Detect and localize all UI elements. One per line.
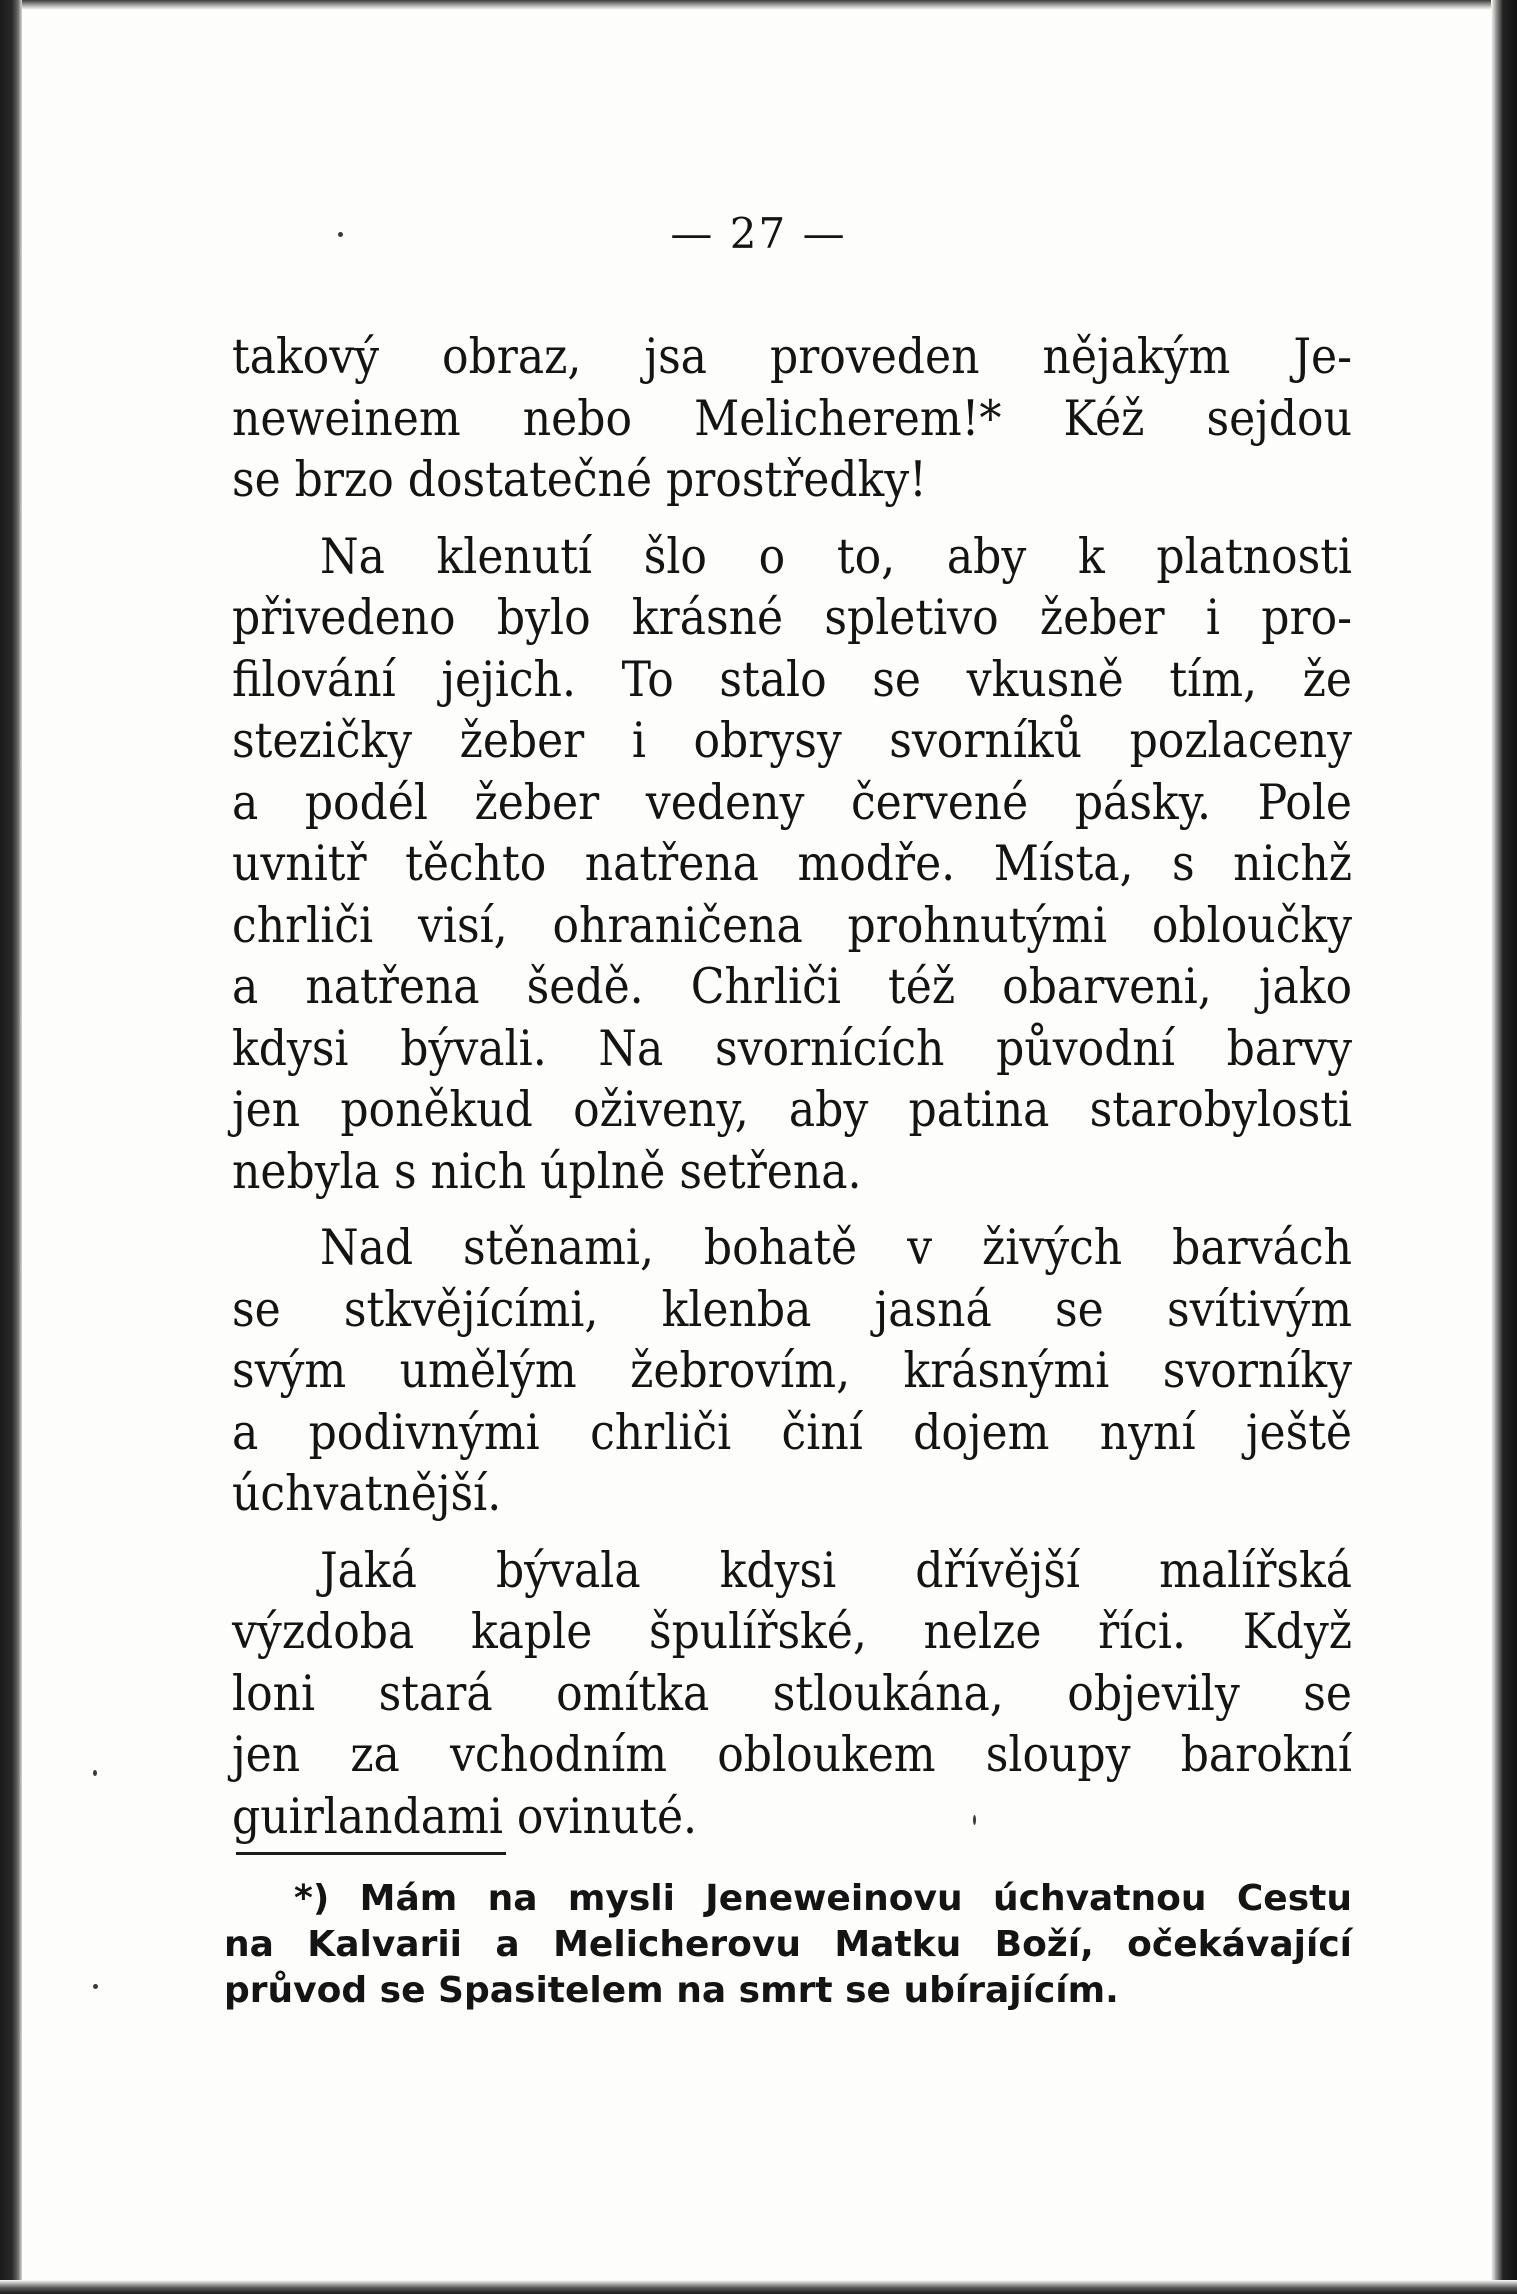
- text-line: výzdoba kaple špulířské, nelze říci. Když: [232, 1603, 1352, 1660]
- scan-border-left: [0, 0, 22, 2294]
- page-number: — 27 —: [670, 209, 847, 258]
- text-line: Na klenutí šlo o to, aby k platnosti: [320, 527, 1352, 585]
- footnote: [224, 1876, 1352, 2014]
- text-line: a natřena šedě. Chrliči též obarveni, jako: [232, 958, 1352, 1015]
- scan-speck: [973, 1815, 976, 1825]
- text-line: nebyla s nich úplně setřena.: [232, 1142, 862, 1200]
- text-line: úchvatnější.: [232, 1465, 502, 1522]
- text-line: svým umělým žebrovím, krásnými svorníky: [232, 1342, 1352, 1399]
- text-line: a podél žeber vedeny červené pásky. Pole: [232, 773, 1352, 831]
- scan-border-right: [1491, 0, 1517, 2294]
- text-line: se stkvějícími, klenba jasná se svítivým: [232, 1280, 1352, 1338]
- paragraph-3: [232, 1217, 1352, 1525]
- paragraph-1: [232, 326, 1352, 511]
- text-line: jen za vchodním obloukem sloupy barokní: [232, 1726, 1352, 1783]
- paragraph-2: [232, 526, 1352, 1203]
- text-line: chrliči visí, ohraničena prohnutými obloučky: [232, 896, 1352, 954]
- scan-border-top: [0, 0, 1517, 10]
- text-line: se brzo dostatečné prostředky!: [232, 451, 927, 508]
- text-line: loni stará omítka stloukána, objevily se: [232, 1664, 1352, 1722]
- text-line: takový obraz, jsa proveden nějakým Je-: [232, 328, 1352, 385]
- text-line: a podivnými chrliči činí dojem nyní ještě: [232, 1403, 1352, 1461]
- footnote-line: průvod se Spasitelem na smrt se ubírajícím.: [224, 1970, 1119, 2011]
- text-line: uvnitř těchto natřena modře. Místa, s nichž: [232, 835, 1352, 892]
- scan-speck: [93, 1770, 97, 1776]
- footnote-line: *) Mám na mysli Jeneweinovu úchvatnou Cestu: [294, 1878, 1352, 1919]
- text-line: stezičky žeber i obrysy svorníků pozlaceny: [232, 712, 1352, 769]
- text-line: kdysi bývali. Na svornících původní barvy: [232, 1019, 1352, 1077]
- text-line: Jaká bývala kdysi dřívější malířská: [320, 1541, 1352, 1599]
- text-line: jen poněkud oživeny, aby patina starobylosti: [232, 1081, 1352, 1138]
- footnote-line: na Kalvarii a Melicherovu Matku Boží, očekávající: [224, 1924, 1352, 1965]
- paragraph-4: [232, 1540, 1352, 1848]
- text-line: filování jejich. To stalo se vkusně tím, že: [232, 650, 1352, 708]
- text-line: neweinem nebo Melicherem!* Kéž sejdou: [232, 389, 1352, 447]
- scan-speck: [338, 232, 343, 237]
- text-line: Nad stěnami, bohatě v živých barvách: [320, 1219, 1352, 1276]
- scan-speck: [93, 1984, 98, 1989]
- body-text: [232, 326, 1352, 1847]
- scan-border-bottom: [0, 2280, 1517, 2294]
- text-line: přivedeno bylo krásné spletivo žeber i pro-: [232, 589, 1352, 646]
- text-line: guirlandami ovinuté.: [232, 1787, 698, 1845]
- footnote-divider: [236, 1852, 506, 1855]
